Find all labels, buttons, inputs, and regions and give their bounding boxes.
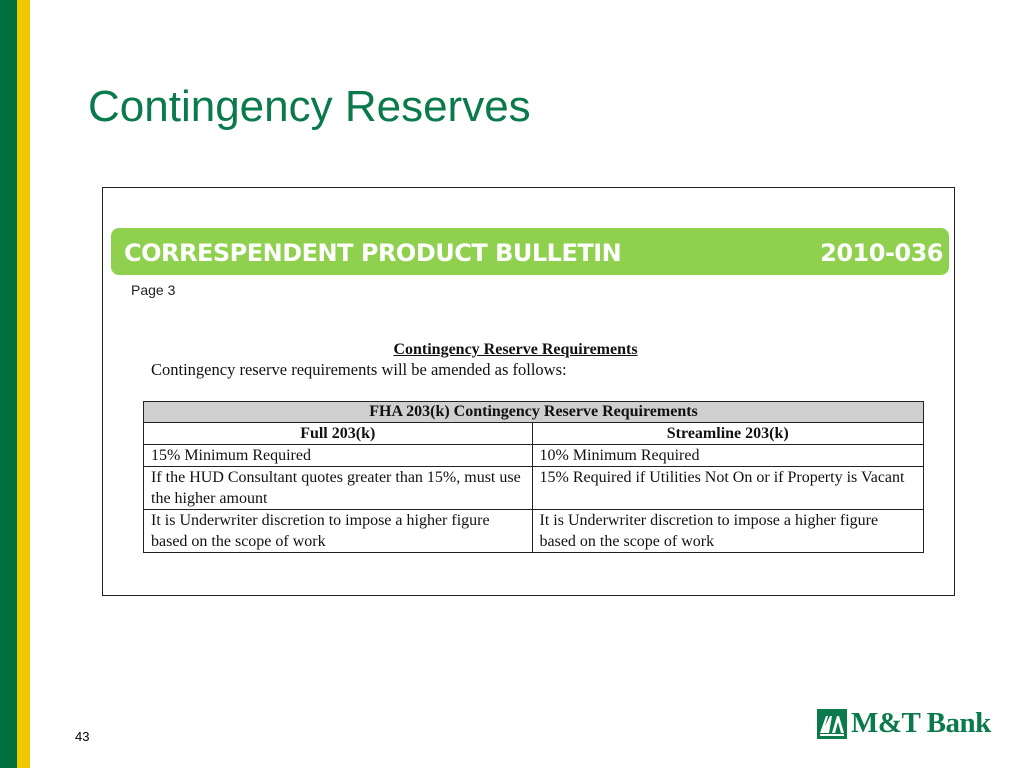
section-intro: Contingency reserve requirements will be amended as follows: — [151, 360, 567, 379]
left-accent-bar-green — [0, 0, 17, 768]
bulletin-number: 2010-036 — [820, 239, 943, 267]
table-cell: 15% Required if Utilities Not On or if Property is Vacant — [532, 467, 924, 510]
requirements-table — [143, 401, 924, 553]
slide-title: Contingency Reserves — [88, 82, 531, 131]
bulletin-excerpt-frame — [102, 187, 955, 596]
table-cell: It is Underwriter discretion to impose a higher figure based on the scope of work — [144, 510, 533, 553]
column-header-full: Full 203(k) — [144, 423, 533, 445]
slide-page-number: 43 — [75, 729, 90, 744]
section-heading-text: Contingency Reserve Requirements — [393, 341, 638, 358]
table-cell: 10% Minimum Required — [532, 445, 924, 467]
table-row — [144, 445, 924, 467]
table-caption: FHA 203(k) Contingency Reserve Requirements — [144, 402, 924, 423]
bulletin-page-label: Page 3 — [131, 282, 176, 298]
mt-bank-logo — [817, 707, 991, 740]
table-caption-row — [144, 402, 924, 423]
table-header-row — [144, 423, 924, 445]
table-row — [144, 467, 924, 510]
column-header-streamline: Streamline 203(k) — [532, 423, 924, 445]
bulletin-title: CORRESPENDENT PRODUCT BULLETIN — [124, 239, 622, 267]
table-cell: If the HUD Consultant quotes greater than 15%, must use the higher amount — [144, 467, 533, 510]
table-row — [144, 510, 924, 553]
table-cell: It is Underwriter discretion to impose a higher figure based on the scope of work — [532, 510, 924, 553]
table-cell: 15% Minimum Required — [144, 445, 533, 467]
bulletin-banner — [111, 228, 949, 275]
logo-text: M&T Bank — [851, 707, 991, 739]
m-and-t-logo-mark-icon — [817, 709, 847, 739]
section-heading — [103, 341, 954, 359]
left-accent-bar-yellow — [17, 0, 30, 768]
